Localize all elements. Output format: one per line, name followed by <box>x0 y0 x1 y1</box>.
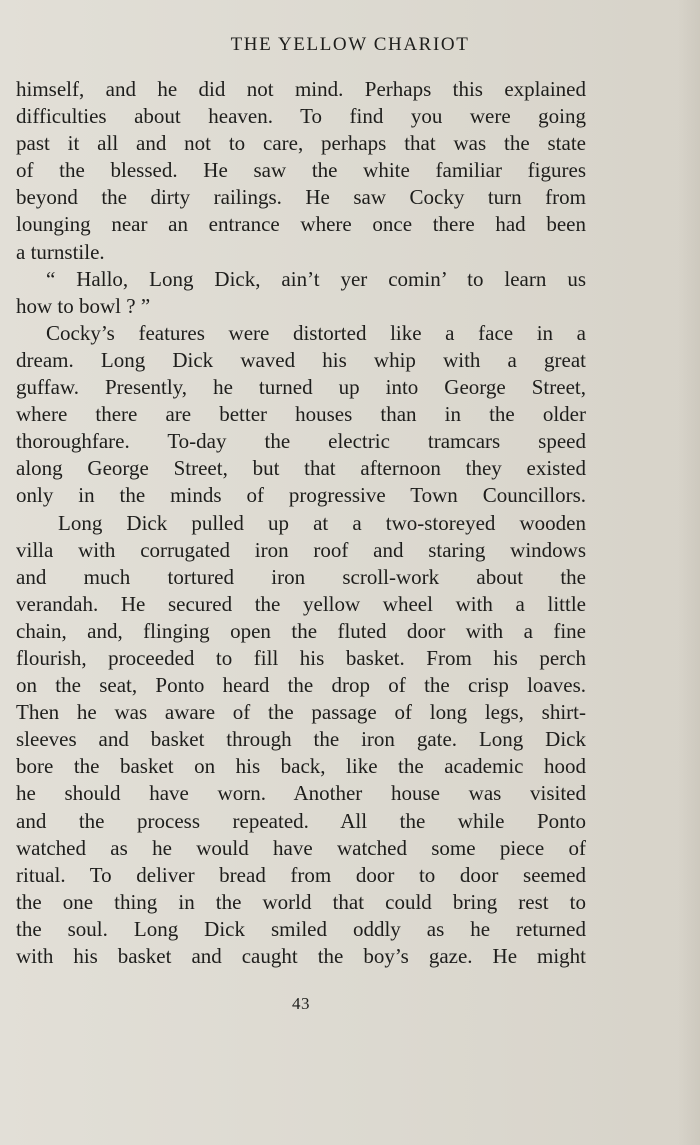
text-line: and the process repeated. All the while Ponto <box>16 808 586 833</box>
text-line: how to bowl ? ” <box>16 293 151 318</box>
text-line: watched as he would have watched some piece of <box>16 835 586 860</box>
text-line: beyond the dirty railings. He saw Cocky turn from <box>16 185 586 210</box>
text-line: difficulties about heaven. To find you were going <box>16 104 586 129</box>
text-line: villa with corrugated iron roof and staring windows <box>16 537 586 562</box>
text-line: dream. Long Dick waved his whip with a great <box>16 347 586 372</box>
page-number: 43 <box>292 994 310 1013</box>
text-line: himself, and he did not mind. Perhaps this explained <box>16 77 586 101</box>
text-line: ritual. To deliver bread from door to door seemed <box>16 862 586 887</box>
running-title: THE YELLOW CHARIOT <box>230 34 470 55</box>
text-line: “ Hallo, Long Dick, ain’t yer comin’ to learn us <box>46 266 586 291</box>
page-edge-shading <box>678 0 700 1145</box>
text-line: on the seat, Ponto heard the drop of the crisp loaves. <box>16 673 586 698</box>
text-line: with his basket and caught the boy’s gaze. He might <box>16 944 586 968</box>
text-line: a turnstile. <box>16 239 105 264</box>
text-line: only in the minds of progressive Town Councillors. <box>16 483 586 508</box>
text-line: sleeves and basket through the iron gate. Long Dick <box>16 727 586 752</box>
text-line: along George Street, but that afternoon they existed <box>16 456 586 481</box>
text-line: guffaw. Presently, he turned up into George Street, <box>16 375 586 400</box>
text-line: flourish, proceeded to fill his basket. From his perch <box>16 645 586 670</box>
text-line: Cocky’s features were distorted like a face in a <box>46 320 586 345</box>
text-line: bore the basket on his back, like the academic hood <box>16 754 586 779</box>
text-line: thoroughfare. To-day the electric tramcars speed <box>16 429 586 454</box>
text-line: Long Dick pulled up at a two-storeyed wooden <box>58 510 586 535</box>
text-line: where there are better houses than in the older <box>16 402 586 427</box>
text-line: lounging near an entrance where once there had been <box>16 212 586 237</box>
body-text-block <box>16 76 586 970</box>
text-line: past it all and not to care, perhaps that was the state <box>16 131 586 156</box>
text-line: verandah. He secured the yellow wheel with a little <box>16 591 586 616</box>
text-line: and much tortured iron scroll-work about the <box>16 564 586 589</box>
text-line: the soul. Long Dick smiled oddly as he returned <box>16 916 586 941</box>
text-line: Then he was aware of the passage of long legs, shirt- <box>16 700 586 725</box>
text-line: he should have worn. Another house was visited <box>16 781 586 806</box>
text-line: of the blessed. He saw the white familiar figures <box>16 158 586 183</box>
text-line: chain, and, flinging open the fluted door with a fine <box>16 618 586 643</box>
text-line: the one thing in the world that could bring rest to <box>16 889 586 914</box>
